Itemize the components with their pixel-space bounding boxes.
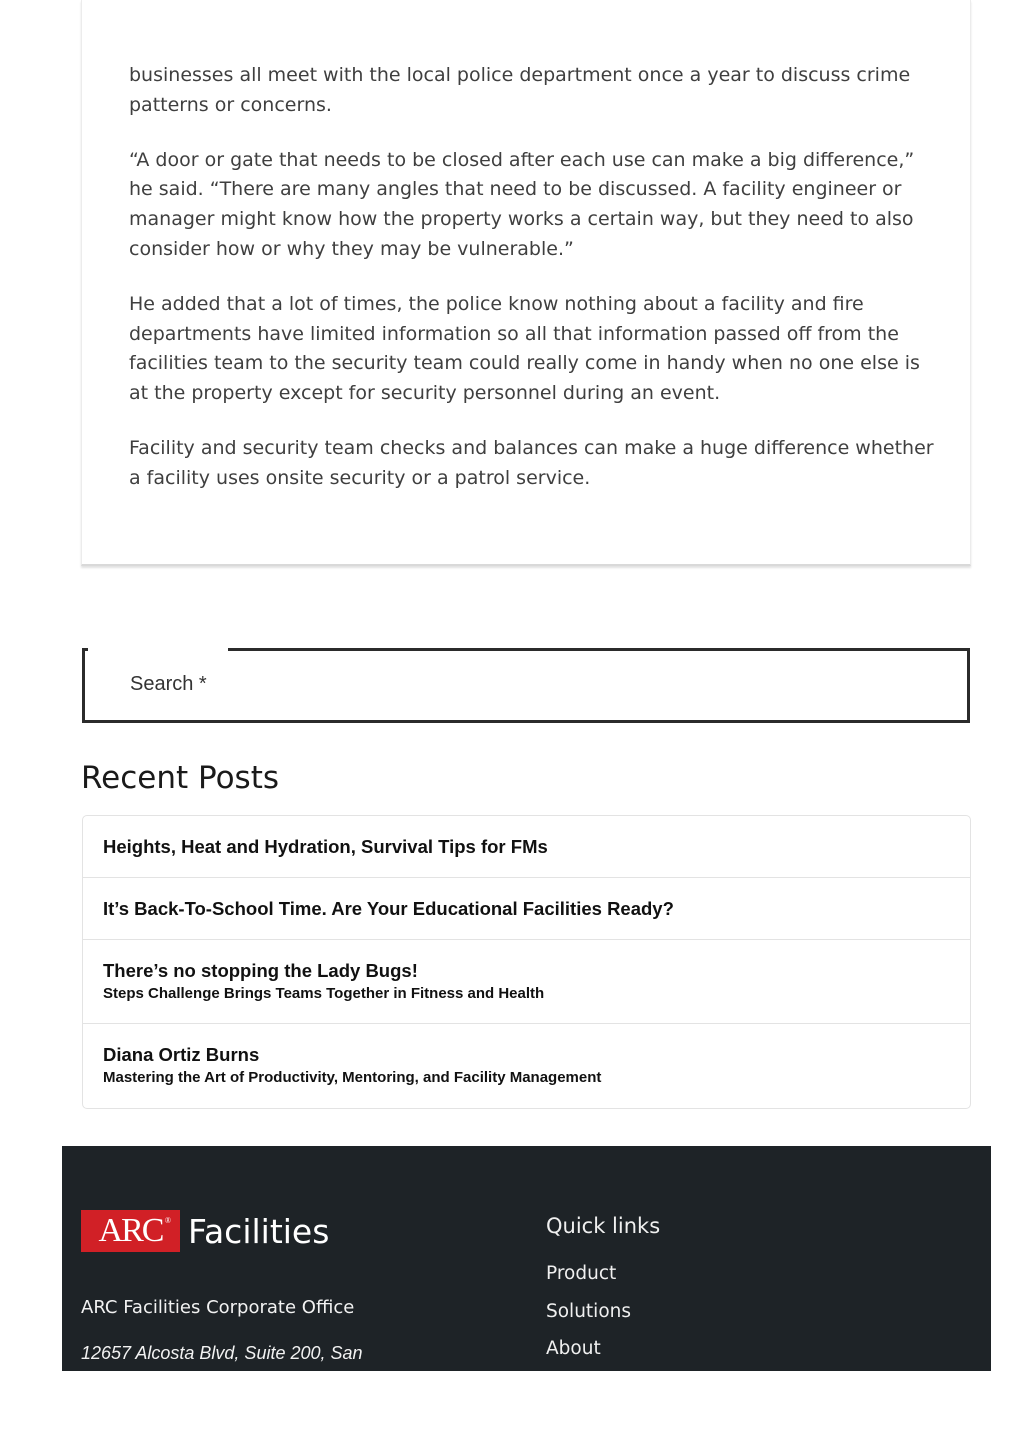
quick-links-heading: Quick links [546,1214,661,1238]
quick-link-about[interactable]: About [546,1338,601,1359]
post-link[interactable]: There’s no stopping the Lady Bugs! [103,960,418,981]
post-link[interactable]: It’s Back-To-School Time. Are Your Educational Facilities Ready? [103,897,674,919]
post-subtitle: Mastering the Art of Productivity, Mentoring, and Facility Management [103,1069,602,1086]
list-item[interactable] [83,940,970,1024]
quick-link-item [546,1300,631,1338]
article-paragraph: He added that a lot of times, the police know nothing about a facility and fire departments have limited information so all that information passed off from the facilities team to the security team could really come in handy when no one else is at the property except for security personnel during an event. [129,292,920,405]
list-item[interactable] [83,878,970,940]
quick-link-item [546,1337,631,1375]
article-paragraph: businesses all meet with the local police department once a year to discuss crime patterns or concerns. [129,64,911,116]
logo-mark-text: ARC [98,1212,163,1249]
registered-mark: ® [164,1216,171,1225]
post-subtitle: Steps Challenge Brings Teams Together in Fitness and Health [103,985,545,1002]
article-paragraph: “A door or gate that needs to be closed after each use can make a big difference,” he said. “There are many angles that need to be discussed. A facility engineer or manager might know how the property works a certain way, but they need to also consider how or why they may be vulnerable.” [129,148,915,260]
quick-link-solutions[interactable]: Solutions [546,1300,632,1322]
post-link[interactable]: Heights, Heat and Hydration, Survival Tips for FMs [103,835,548,857]
recent-posts-list [82,815,971,1109]
quick-links-list [546,1262,631,1375]
article-paragraph: Facility and security team checks and balances can make a huge difference whether a facility uses onsite security or a patrol service. [129,436,934,489]
logo-text: Facilities [188,1211,330,1251]
article-card [81,0,971,566]
list-item[interactable] [83,816,970,878]
search-label: Search * [130,673,207,695]
search-input[interactable] [85,648,967,720]
recent-posts-heading: Recent Posts [81,760,280,796]
site-footer [62,1146,991,1371]
logo-mark [81,1210,180,1252]
article-body [129,61,939,519]
office-name: ARC Facilities Corporate Office [81,1297,355,1318]
quick-link-item [546,1262,631,1300]
list-item[interactable] [83,1024,970,1108]
arc-facilities-logo[interactable] [81,1210,329,1252]
search-field[interactable] [82,648,970,723]
office-address: 12657 Alcosta Blvd, Suite 200, San [81,1343,363,1363]
quick-link-product[interactable]: Product [546,1263,617,1284]
post-link[interactable]: Diana Ortiz Burns [103,1044,260,1065]
